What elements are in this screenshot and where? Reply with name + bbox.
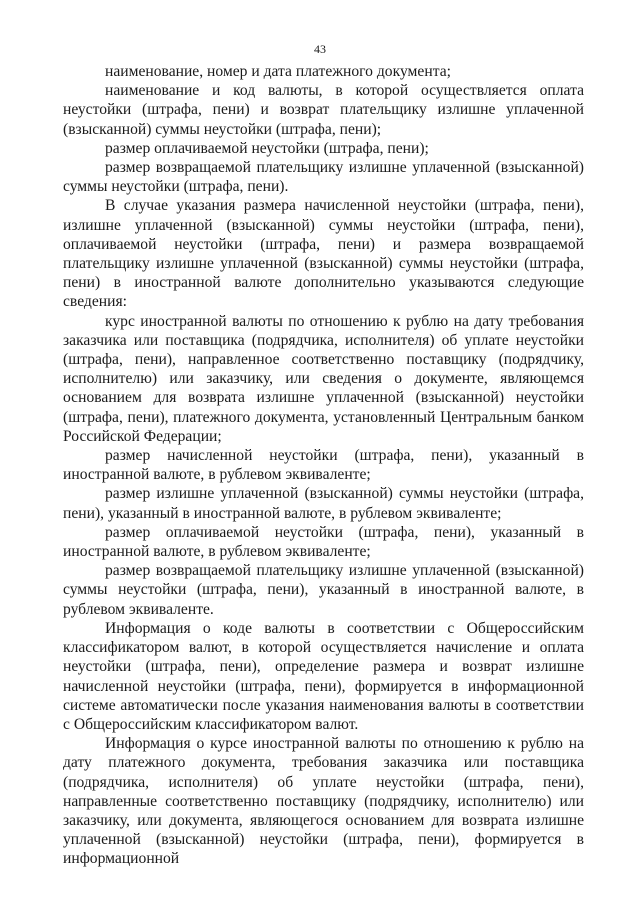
document-body: [63, 62, 584, 869]
page-number: 43: [314, 42, 326, 56]
paragraph: Информация о курсе иностранной валюты по отношению к рублю на дату платежного документа, требования заказчика или поставщика (подрядчика, исполнителя) об уплате неустойки (штрафа, пени), направленные соответственно поставщику (подрядчику, исполнителю) или заказчику, или документа, являющегося основанием для возврата излишне уплаченной (взысканной) неустойки (штрафа, пени), формируется в информационной: [63, 735, 584, 868]
paragraph: размер оплачиваемой неустойки (штрафа, пени);: [105, 139, 429, 157]
paragraph: размер возвращаемой плательщику излишне уплаченной (взысканной) суммы неустойки (штрафа, пени).: [63, 159, 584, 196]
paragraph: наименование и код валюты, в которой осуществляется оплата неустойки (штрафа, пени) и возврат плательщику излишне уплаченной (взысканной) суммы неустойки (штрафа, пени);: [63, 82, 584, 138]
paragraph: курс иностранной валюты по отношению к рублю на дату требования заказчика или поставщика (подрядчика, исполнителя) об уплате неустойки (штрафа, пени), направленное соответственно поставщику (подрядчику, исполнителю) или заказчику, или сведения о документе, являющемся основанием для возврата излишне уплаченной (взысканной) неустойки (штрафа, пени), платежного документа, установленный Центральным банком Российской Федерации;: [63, 312, 584, 445]
paragraph: размер излишне уплаченной (взысканной) суммы неустойки (штрафа, пени), указанный в иностранной валюте, в рублевом эквиваленте;: [63, 485, 584, 522]
paragraph: размер оплачиваемой неустойки (штрафа, пени), указанный в иностранной валюте, в рублевом эквиваленте;: [63, 523, 584, 561]
paragraph: Информация о коде валюты в соответствии с Общероссийским классификатором валют, в которой осуществляется начисление и оплата неустойки (штрафа, пени), определение размера и возврат излишне начисленной неустойки (штрафа, пени), формируется в информационной системе автоматически после указания наименования валюты в соответствии с Общероссийским классификатором валют.: [63, 619, 584, 733]
paragraph: размер возвращаемой плательщику излишне уплаченной (взысканной) суммы неустойки (штрафа, пени), указанный в иностранной валюте, в рублевом эквиваленте.: [63, 562, 584, 618]
paragraph: В случае указания размера начисленной неустойки (штрафа, пени), излишне уплаченной (взысканной) суммы неустойки (штрафа, пени), оплачиваемой неустойки (штрафа, пени) и размера возвращаемой плательщику излишне уплаченной (взысканной) суммы неустойки (штрафа, пени) в иностранной валюте дополнительно указываются следующие сведения:: [63, 197, 584, 311]
paragraph: наименование, номер и дата платежного документа;: [105, 63, 451, 80]
paragraph: размер начисленной неустойки (штрафа, пени), указанный в иностранной валюте, в рублевом эквиваленте;: [63, 447, 584, 484]
